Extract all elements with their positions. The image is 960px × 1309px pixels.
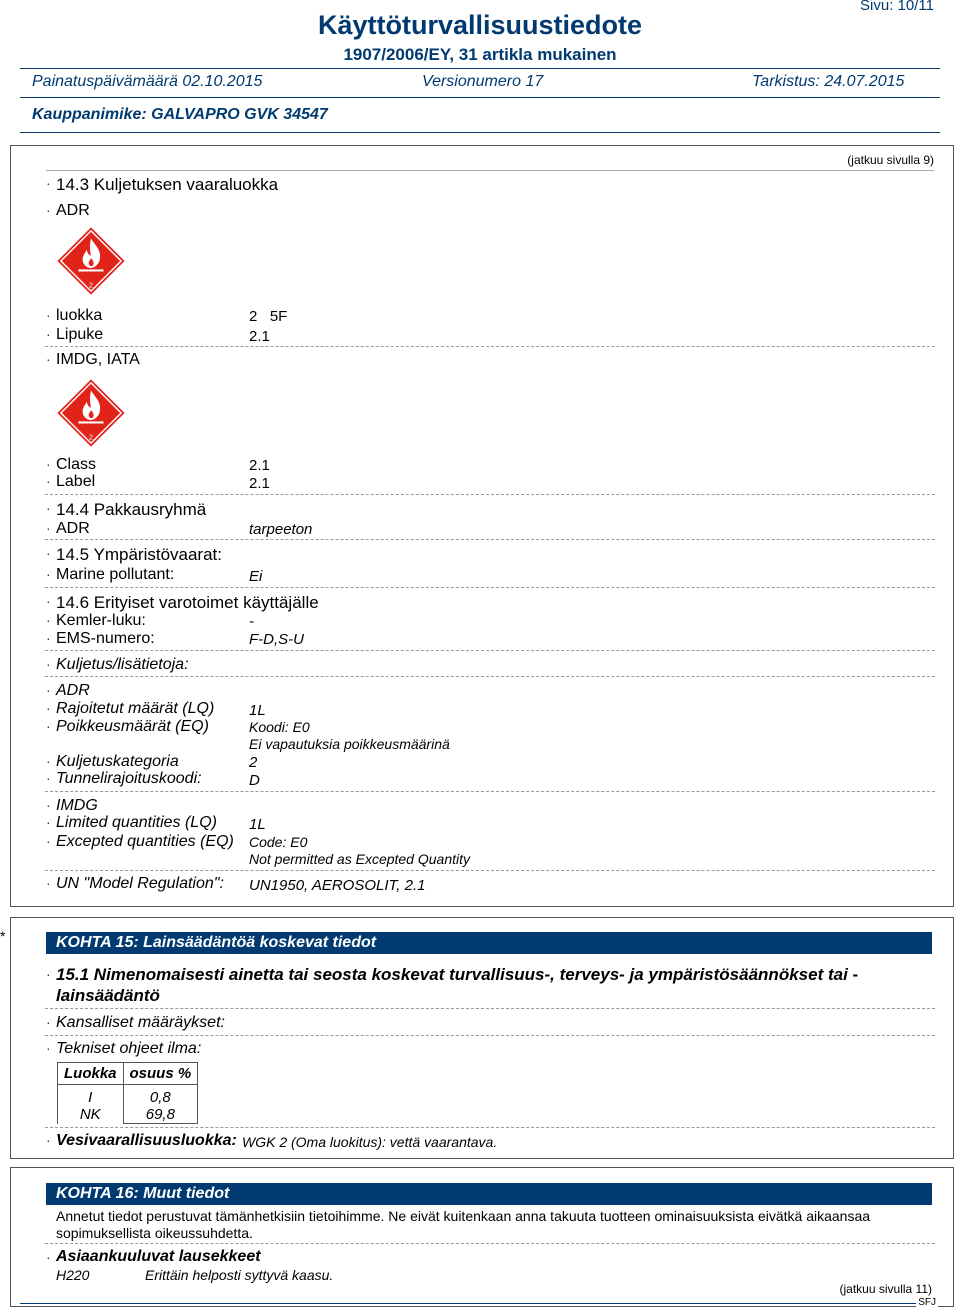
svg-text:2: 2 <box>89 434 93 442</box>
water-hazard-label: Vesivaarallisuusluokka: <box>56 1132 237 1149</box>
dashed-divider <box>45 1008 935 1009</box>
label-label: Label <box>56 473 96 490</box>
dashed-divider <box>45 791 935 792</box>
label-value: 2.1 <box>249 475 270 492</box>
flame-placard-icon <box>56 378 126 448</box>
packing-adr-label: ADR <box>56 520 90 537</box>
imdg-excepted-quantities-label: Excepted quantities (EQ) <box>56 833 234 850</box>
section-16-bar: KOHTA 16: Muut tiedot <box>46 1183 932 1205</box>
kemler-label: Kemler-luku: <box>56 612 146 629</box>
table-row <box>58 1085 198 1124</box>
excepted-quantities-value: Koodi: E0 <box>249 719 310 735</box>
packing-adr-value: tarpeeton <box>249 521 313 538</box>
phrase-code: H220 <box>56 1267 90 1283</box>
air-class-table <box>57 1062 198 1124</box>
water-hazard-value: WGK 2 (Oma luokitus): vettä vaarantava. <box>242 1134 498 1150</box>
section-16-text-line2: sopimuksellista oikeussuhdetta. <box>56 1225 253 1241</box>
table-cell: 0,8 69,8 <box>123 1085 198 1124</box>
dashed-divider <box>45 650 935 651</box>
lipuke-value: 2.1 <box>249 328 270 345</box>
transport-category-value: 2 <box>249 754 258 771</box>
imdg-limited-quantities-value: 1L <box>249 816 266 833</box>
kemler-value: - <box>249 613 254 630</box>
version-number: Versionumero 17 <box>422 73 544 90</box>
page-number: Sivu: 10/11 <box>860 0 934 14</box>
trade-name: Kauppanimike: GALVAPRO GVK 34547 <box>32 106 328 123</box>
special-precautions-heading: 14.6 Erityiset varotoimet käyttäjälle <box>56 593 319 612</box>
limited-quantities-value: 1L <box>249 702 266 719</box>
dashed-divider <box>45 870 935 871</box>
marine-pollutant-label: Marine pollutant: <box>56 566 175 583</box>
footer-rule <box>20 1303 920 1304</box>
lipuke-label: Lipuke <box>56 326 104 343</box>
relevant-phrases-label: Asiaankuuluvat lausekkeet <box>56 1248 261 1265</box>
un-model-regulation-label: UN "Model Regulation": <box>56 875 224 892</box>
trade-name-rule <box>20 132 940 133</box>
dashed-divider <box>45 346 935 347</box>
class-value: 2.1 <box>249 457 270 474</box>
imdg-iata-label: IMDG, IATA <box>56 351 140 368</box>
section-15-1-heading-line2: lainsäädäntö <box>56 986 160 1005</box>
dashed-divider <box>45 676 935 677</box>
adr-label: ADR <box>56 202 90 219</box>
box-top-rule <box>46 170 934 171</box>
print-date: Painatuspäivämäärä 02.10.2015 <box>32 73 263 90</box>
national-regulations-label: Kansalliset määräykset: <box>56 1014 225 1031</box>
dashed-divider <box>45 1243 935 1244</box>
change-marker: * <box>0 928 6 944</box>
luokka-label: luokka <box>56 307 103 324</box>
section-16-text-line1: Annetut tiedot perustuvat tämänhetkisiin tietoihimme. Ne eivät kuitenkaan anna takuuta tuotteen ominaisuuksista eivätkä aikaansaa <box>56 1208 871 1224</box>
table-cell: I NK <box>58 1085 124 1124</box>
table-header-osuus: osuus % <box>123 1063 198 1085</box>
un-model-regulation-value: UN1950, AEROSOLIT, 2.1 <box>249 877 426 894</box>
table-header-row <box>58 1063 198 1085</box>
environment-heading: 14.5 Ympäristövaarat: <box>56 545 222 564</box>
marine-pollutant-value: Ei <box>249 568 263 585</box>
continued-from-note: (jatkuu sivulla 9) <box>847 153 934 167</box>
footer-code: SFJ <box>918 1297 936 1308</box>
document-subtitle: 1907/2006/EY, 31 artikla mukainen <box>343 45 617 64</box>
tunnel-code-value: D <box>249 772 260 789</box>
transport-category-label: Kuljetuskategoria <box>56 753 179 770</box>
phrase-text: Erittäin helposti syttyvä kaasu. <box>145 1267 334 1283</box>
dashed-divider <box>45 1127 935 1128</box>
dashed-divider <box>45 494 935 495</box>
imdg-limited-quantities-label: Limited quantities (LQ) <box>56 814 217 831</box>
header-rule <box>20 68 940 69</box>
table-header-luokka: Luokka <box>58 1063 124 1085</box>
section-14-box <box>10 145 954 907</box>
svg-text:2: 2 <box>89 282 93 290</box>
ems-value: F-D,S-U <box>249 631 304 648</box>
class-label: Class <box>56 456 97 473</box>
luokka-value: 2 5F <box>249 308 288 325</box>
tunnel-code-label: Tunnelirajoituskoodi: <box>56 770 202 787</box>
dashed-divider <box>45 539 935 540</box>
section-15-1-heading-line1: 15.1 Nimenomaisesti ainetta tai seosta koskevat turvallisuus-, terveys- ja ympäristösäännökset tai - <box>56 965 859 984</box>
ems-label: EMS-numero: <box>56 630 155 647</box>
dashed-divider <box>45 1035 935 1036</box>
limited-quantities-label: Rajoitetut määrät (LQ) <box>56 700 215 717</box>
document-title: Käyttöturvallisuustiedote <box>317 10 643 40</box>
continued-to-note: (jatkuu sivulla 11) <box>839 1282 932 1296</box>
adr-transport-label: ADR <box>56 682 90 699</box>
imdg-label: IMDG <box>56 797 98 814</box>
excepted-quantities-note: Ei vapautuksia poikkeusmäärinä <box>249 736 450 752</box>
technical-instructions-label: Tekniset ohjeet ilma: <box>56 1040 202 1057</box>
dashed-divider <box>45 587 935 588</box>
section-15-bar: KOHTA 15: Lainsäädäntöä koskevat tiedot <box>46 932 932 954</box>
transport-info-label: Kuljetus/lisätietoja: <box>56 656 189 673</box>
hazard-class-heading: 14.3 Kuljetuksen vaaraluokka <box>56 175 279 194</box>
excepted-quantities-label: Poikkeusmäärät (EQ) <box>56 718 209 735</box>
revision-date: Tarkistus: 24.07.2015 <box>752 73 905 90</box>
packing-group-heading: 14.4 Pakkausryhmä <box>56 500 207 519</box>
meta-rule <box>20 97 940 98</box>
imdg-excepted-quantities-value: Code: E0 <box>249 834 308 850</box>
imdg-excepted-quantities-note: Not permitted as Excepted Quantity <box>249 851 470 867</box>
flame-placard-icon <box>56 226 126 296</box>
